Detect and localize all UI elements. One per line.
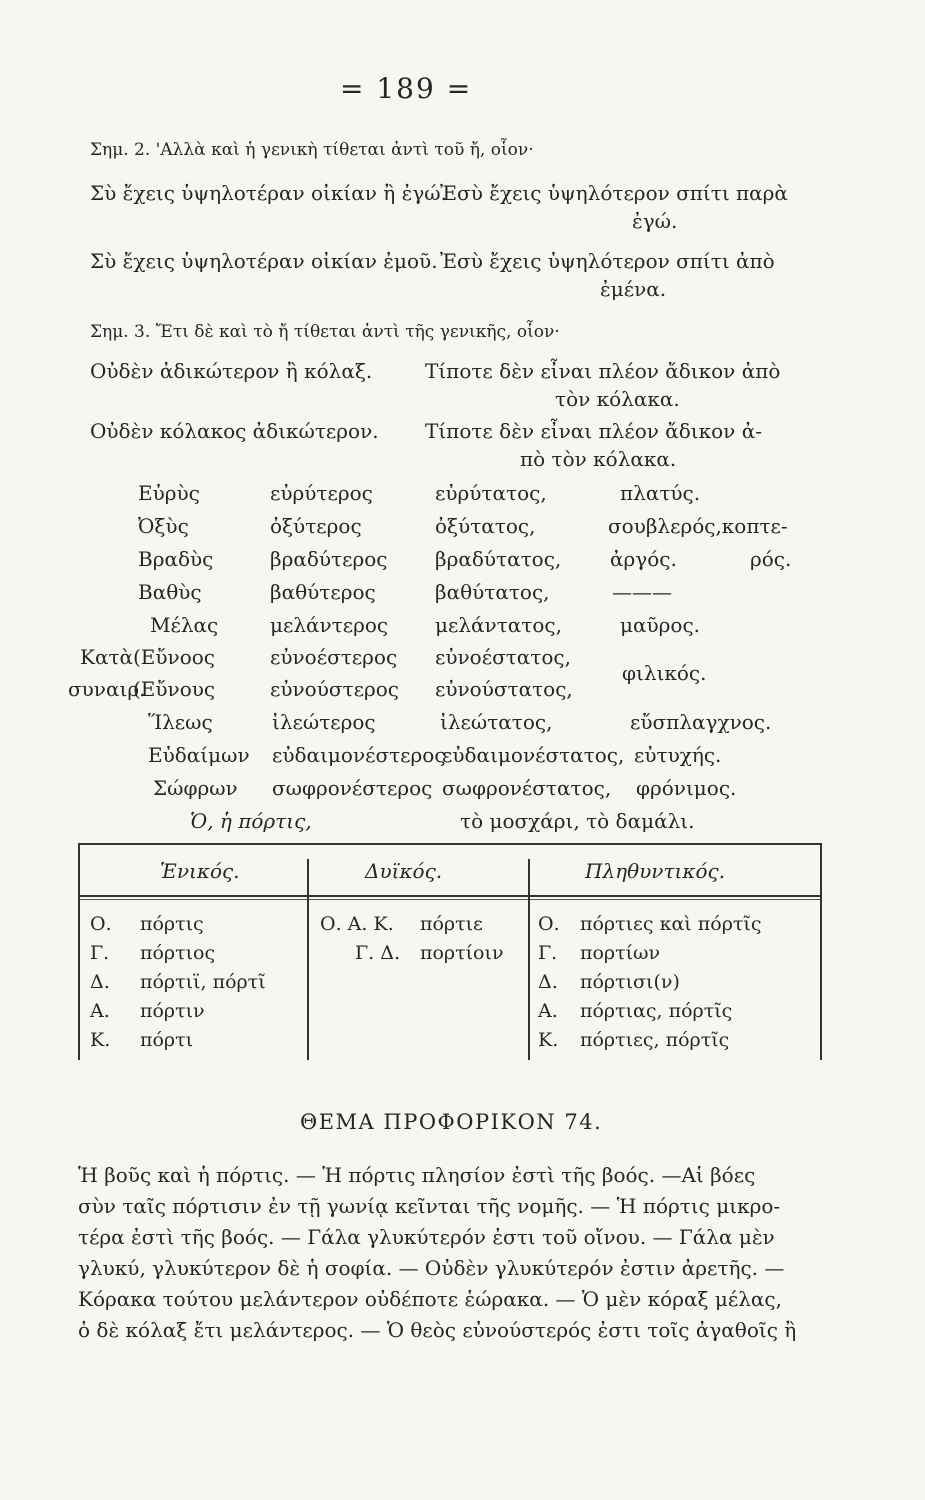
example-1-modern-cont: ἐγώ. [632,209,678,233]
column-divider [307,899,309,1060]
case-label: Γ. [90,942,110,964]
degree-modern-shared: φιλικός. [622,661,707,685]
label-synair: συναιρ. [68,677,146,701]
paragraph-line: Κόρακα τούτου μελάντερον οὐδέποτε ἑώρακα. — Ὁ μὲν κόραξ μέλας, [78,1287,782,1311]
degree-superlative: ὀξύτατος, [435,514,536,538]
degree-positive: (Εὔνοος [133,645,216,669]
degree-superlative: βραδύτατος, [435,547,562,571]
case-label: Γ. Δ. [355,942,401,964]
degree-positive: (Εὔνους [133,677,216,701]
table-header-rule [80,899,820,900]
degree-comparative: εὐδαιμονέστερος [272,743,446,767]
degree-comparative: ὀξύτερος [270,514,362,538]
header-plural: Πληθυντικός. [585,859,726,883]
example-4-modern-cont: πὸ τὸν κόλακα. [520,447,677,471]
paragraph-line: Ἡ βοῦς καὶ ἡ πόρτις. — Ἡ πόρτις πλησίον ἐστὶ τῆς βοός. —Αἱ βόες [78,1163,756,1187]
case-form: πόρτιες, πόρτῖς [580,1029,730,1051]
case-form: πόρτιϊ, πόρτῖ [140,971,266,993]
portis-translation: τὸ μοσχάρι, τὸ δαμάλι. [460,809,695,833]
degree-superlative: βαθύτατος, [435,580,550,604]
degree-positive: Βραδὺς [138,547,214,571]
example-1-modern: Ἐσὺ ἔχεις ὑψηλότερον σπίτι παρὰ [440,181,788,205]
degree-superlative: εὐνούστατος, [435,677,573,701]
paragraph-line: γλυκύ, γλυκύτερον δὲ ἡ σοφία. — Οὐδὲν γλυκύτερόν ἐστιν ἀρετῆς. — [78,1256,785,1280]
case-label: Ο. [90,913,112,935]
degree-modern: ἀργός. [610,547,677,571]
degree-superlative: εὐνοέστατος, [435,645,571,669]
case-form: πόρτιος [140,942,216,964]
degree-modern: μαῦρος. [620,613,701,637]
case-label: Ο. Α. Κ. [320,913,394,935]
paragraph-line: σὺν ταῖς πόρτισιν ἐν τῇ γωνίᾳ κεῖνται τῆς νομῆς. — Ἡ πόρτις μικρο- [78,1194,781,1218]
declension-table [78,843,822,1060]
case-form: πόρτι [140,1029,194,1051]
degree-positive: Σώφρων [153,776,238,800]
example-3-greek: Οὐδὲν ἀδικώτερον ἢ κόλαξ. [90,359,373,383]
degree-modern: σουβλερός,κοπτε- [608,514,788,538]
degree-superlative: ἱλεώτατος, [440,710,553,734]
case-form: πορτίοιν [420,942,504,964]
example-2-modern: Ἐσὺ ἔχεις ὑψηλότερον σπίτι ἀπὸ [440,249,775,273]
degree-positive: Ἵλεως [148,710,213,734]
case-form: πορτίων [580,942,661,964]
case-form: πόρτις [140,913,204,935]
example-4-greek: Οὐδὲν κόλακος ἀδικώτερον. [90,419,379,443]
paragraph-line: ὁ δὲ κόλαξ ἔτι μελάντερος. — Ὁ θεὸς εὐνούστερός ἐστι τοῖς ἀγαθοῖς ἢ [78,1318,797,1342]
case-label: Κ. [90,1029,111,1051]
case-label: Δ. [538,971,558,993]
degree-positive: Εὐρὺς [138,481,200,505]
degree-superlative: σωφρονέστατος, [442,776,612,800]
label-kata: Κατὰ [80,645,134,669]
degree-superlative: εὐρύτατος, [435,481,547,505]
degree-superlative: εὐδαιμονέστατος, [442,743,625,767]
case-label: Δ. [90,971,110,993]
note-3: Σημ. 3. Ἔτι δὲ καὶ τὸ ἤ τίθεται ἀντὶ τῆς γενικῆς, οἷον· [90,322,560,342]
degree-modern: ——— [612,580,672,604]
degree-comparative: βαθύτερος [270,580,376,604]
case-label: Α. [90,1000,110,1022]
degree-comparative: εὐρύτερος [270,481,373,505]
degree-comparative: ἱλεώτερος [272,710,376,734]
case-form: πόρτιε [420,913,483,935]
case-label: Γ. [538,942,558,964]
case-form: πόρτισι(ν) [580,971,680,993]
degree-comparative: εὐνοέστερος [270,645,398,669]
case-form: πόρτιας, πόρτῖς [580,1000,733,1022]
case-form: πόρτιν [140,1000,205,1022]
degree-modern: πλατύς. [620,481,701,505]
degree-comparative: εὐνούστερος [270,677,399,701]
case-label: Κ. [538,1029,559,1051]
degree-comparative: σωφρονέστερος [272,776,433,800]
degree-positive: Μέλας [150,613,219,637]
degree-modern: εὐτυχής. [634,743,722,767]
degree-comparative: μελάντερος [270,613,389,637]
section-heading: ΘΕΜΑ ΠΡΟΦΟΡΙΚΟΝ 74. [300,1110,603,1134]
column-divider [528,899,530,1060]
degree-modern-suffix: ρός. [750,547,792,571]
example-1-greek: Σὺ ἔχεις ὑψηλοτέραν οἰκίαν ἢ ἐγώ. [90,181,447,205]
example-4-modern: Τίποτε δὲν εἶναι πλέον ἄδικον ἀ- [425,419,762,443]
example-3-modern: Τίποτε δὲν εἶναι πλέον ἄδικον ἀπὸ [425,359,781,383]
case-label: Ο. [538,913,560,935]
oral-exercise-paragraph [78,1160,818,1346]
page-number: = 189 = [340,72,473,105]
portis-lemma: Ὁ, ἡ πόρτις, [190,809,312,833]
degree-modern: φρόνιμος. [636,776,737,800]
degree-positive: Ὀξὺς [138,514,189,538]
paragraph-line: τέρα ἐστὶ τῆς βοός. — Γάλα γλυκύτερόν ἐστι τοῦ οἴνου. — Γάλα μὲν [78,1225,775,1249]
degree-superlative: μελάντατος, [435,613,562,637]
degree-positive: Εὐδαίμων [148,743,250,767]
case-form: πόρτιες καὶ πόρτῖς [580,913,762,935]
note-2: Σημ. 2. 'Αλλὰ καὶ ἡ γενικὴ τίθεται ἀντὶ τοῦ ἤ, οἷον· [90,140,534,160]
case-label: Α. [538,1000,558,1022]
example-3-modern-cont: τὸν κόλακα. [555,387,680,411]
degree-comparative: βραδύτερος [270,547,388,571]
degree-modern: εὔσπλαγχνος. [630,710,772,734]
header-singular: Ἑνικός. [160,859,240,883]
header-dual: Δυϊκός. [365,859,443,883]
degree-positive: Βαθὺς [138,580,202,604]
table-header-rule [80,895,820,897]
example-2-modern-cont: ἐμένα. [600,277,667,301]
example-2-greek: Σὺ ἔχεις ὑψηλοτέραν οἰκίαν ἐμοῦ. [90,249,438,273]
